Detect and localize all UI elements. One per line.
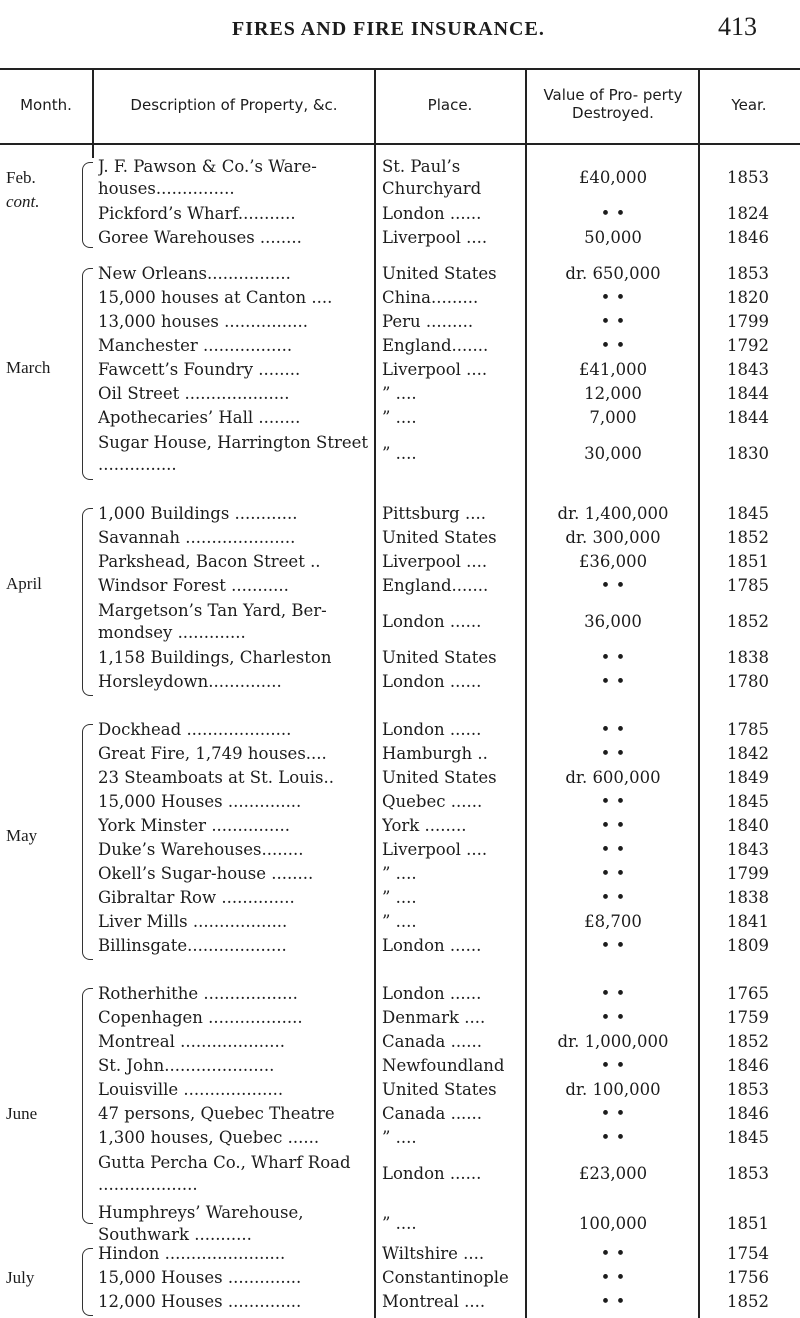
description-cell: New Orleans................ <box>98 264 291 283</box>
place-cell: England....... <box>382 576 489 595</box>
place-cell: United States <box>382 768 497 787</box>
description-cell: Billinsgate................... <box>98 936 287 955</box>
running-title: FIRES AND FIRE INSURANCE. <box>232 18 545 40</box>
value-cell: • • <box>600 1008 626 1027</box>
month-label: March <box>6 358 51 377</box>
description-cell: Hindon ....................... <box>98 1244 286 1263</box>
description-cell: Gutta Percha Co., Wharf Road ................... <box>98 1153 351 1194</box>
table-row <box>0 288 800 312</box>
place-cell: China......... <box>382 288 479 307</box>
table-row <box>0 984 800 1008</box>
table-row <box>0 1056 800 1080</box>
table-row <box>0 816 800 840</box>
description-cell: Great Fire, 1,749 houses.... <box>98 744 327 763</box>
value-cell: • • <box>600 984 626 1003</box>
year-cell: 1830 <box>727 444 769 463</box>
value-cell: • • <box>600 672 626 691</box>
year-cell: 1843 <box>727 360 769 379</box>
place-cell: United States <box>382 528 497 547</box>
place-cell: ” .... <box>382 864 417 883</box>
table-row <box>0 1080 800 1104</box>
place-cell: Pittsburg .... <box>382 504 486 523</box>
description-cell: Okell’s Sugar-house ........ <box>98 864 314 883</box>
place-cell: London ...... <box>382 936 482 955</box>
value-cell: • • <box>600 1104 626 1123</box>
description-cell: Goree Warehouses ........ <box>98 228 302 247</box>
year-cell: 1852 <box>727 1032 769 1051</box>
table-row <box>0 840 800 864</box>
description-cell: 15,000 Houses .............. <box>98 792 302 811</box>
table-row <box>0 432 800 480</box>
table-row <box>0 204 800 228</box>
value-cell: • • <box>600 204 626 223</box>
place-cell: England....... <box>382 336 489 355</box>
table-row <box>0 1128 800 1152</box>
table-row <box>0 264 800 288</box>
description-cell: Manchester ................. <box>98 336 293 355</box>
header-place: Place. <box>427 96 473 114</box>
value-cell: dr. 100,000 <box>565 1080 661 1099</box>
value-cell: • • <box>600 936 626 955</box>
table-row <box>0 888 800 912</box>
place-cell: Denmark .... <box>382 1008 486 1027</box>
year-cell: 1792 <box>727 336 769 355</box>
table-row <box>0 336 800 360</box>
value-cell: • • <box>600 744 626 763</box>
place-cell: London ...... <box>382 204 482 223</box>
page-header <box>0 10 800 50</box>
value-cell: • • <box>600 336 626 355</box>
year-cell: 1849 <box>727 768 769 787</box>
year-cell: 1851 <box>727 1214 769 1233</box>
value-cell: dr. 600,000 <box>565 768 661 787</box>
value-cell: • • <box>600 1056 626 1075</box>
month-label: June <box>6 1104 38 1123</box>
table-row <box>0 720 800 744</box>
value-cell: • • <box>600 1268 626 1287</box>
place-cell: ” .... <box>382 444 417 463</box>
description-cell: 15,000 houses at Canton .... <box>98 288 333 307</box>
table-row <box>0 600 800 648</box>
place-cell: Liverpool .... <box>382 360 488 379</box>
table-row <box>0 768 800 792</box>
value-cell: • • <box>600 288 626 307</box>
month-label: April <box>6 574 42 593</box>
value-cell: dr. 1,400,000 <box>557 504 669 523</box>
year-cell: 1799 <box>727 864 769 883</box>
description-cell: Liver Mills .................. <box>98 912 288 931</box>
place-cell: United States <box>382 1080 497 1099</box>
month-label: Feb. <box>6 168 36 187</box>
year-cell: 1852 <box>727 1292 769 1311</box>
value-cell: dr. 650,000 <box>565 264 661 283</box>
description-cell: Montreal .................... <box>98 1032 285 1051</box>
table-row <box>0 312 800 336</box>
description-cell: J. F. Pawson & Co.’s Ware- houses............... <box>98 157 317 198</box>
value-cell: 12,000 <box>584 384 642 403</box>
value-cell: • • <box>600 1244 626 1263</box>
page-number: 413 <box>718 12 757 41</box>
table-row <box>0 912 800 936</box>
year-cell: 1824 <box>727 204 769 223</box>
year-cell: 1838 <box>727 888 769 907</box>
value-cell: • • <box>600 1292 626 1311</box>
year-cell: 1841 <box>727 912 769 931</box>
year-cell: 1785 <box>727 720 769 739</box>
value-cell: • • <box>600 648 626 667</box>
table-row <box>0 1268 800 1292</box>
header-year: Year. <box>731 96 767 114</box>
place-cell: Hamburgh .. <box>382 744 488 763</box>
value-cell: • • <box>600 576 626 595</box>
table-row <box>0 1244 800 1268</box>
place-cell: Liverpool .... <box>382 228 488 247</box>
table-row <box>0 936 800 960</box>
year-cell: 1845 <box>727 1128 769 1147</box>
month-note: cont. <box>6 192 40 211</box>
value-cell: £36,000 <box>578 552 648 571</box>
year-cell: 1853 <box>727 168 769 187</box>
header-description: Description of Property, &c. <box>130 96 338 114</box>
table-row <box>0 1008 800 1032</box>
year-cell: 1780 <box>727 672 769 691</box>
table-row <box>0 1104 800 1128</box>
value-cell: • • <box>600 312 626 331</box>
description-cell: 1,300 houses, Quebec ...... <box>98 1128 320 1147</box>
description-cell: Rotherhithe .................. <box>98 984 298 1003</box>
value-cell: 36,000 <box>584 612 642 631</box>
description-cell: York Minster ............... <box>98 816 290 835</box>
place-cell: London ...... <box>382 984 482 1003</box>
table-row <box>0 156 800 204</box>
place-cell: Quebec ...... <box>382 792 483 811</box>
description-cell: 47 persons, Quebec Theatre <box>98 1104 335 1123</box>
description-cell: 1,158 Buildings, Charleston <box>98 648 332 667</box>
year-cell: 1851 <box>727 552 769 571</box>
place-cell: ” .... <box>382 1128 417 1147</box>
place-cell: Canada ...... <box>382 1104 483 1123</box>
description-cell: Margetson’s Tan Yard, Ber- mondsey ............. <box>98 601 327 642</box>
value-cell: 7,000 <box>589 408 637 427</box>
table-row <box>0 384 800 408</box>
description-cell: Apothecaries’ Hall ........ <box>98 408 301 427</box>
place-cell: Canada ...... <box>382 1032 483 1051</box>
year-cell: 1759 <box>727 1008 769 1027</box>
place-cell: Constantinople <box>382 1268 509 1287</box>
table-row <box>0 648 800 672</box>
place-cell: London ...... <box>382 612 482 631</box>
year-cell: 1799 <box>727 312 769 331</box>
table-row <box>0 408 800 432</box>
description-cell: 15,000 Houses .............. <box>98 1268 302 1287</box>
value-cell: • • <box>600 888 626 907</box>
year-cell: 1852 <box>727 528 769 547</box>
value-cell: dr. 300,000 <box>565 528 661 547</box>
header-value: Value of Pro- perty Destroyed. <box>543 86 683 122</box>
description-cell: Oil Street .................... <box>98 384 290 403</box>
table-row <box>0 504 800 528</box>
place-cell: Liverpool .... <box>382 552 488 571</box>
year-cell: 1756 <box>727 1268 769 1287</box>
place-cell: ” .... <box>382 1214 417 1233</box>
description-cell: Gibraltar Row .............. <box>98 888 295 907</box>
place-cell: Liverpool .... <box>382 840 488 859</box>
table-row <box>0 744 800 768</box>
table-row <box>0 360 800 384</box>
value-cell: 30,000 <box>584 444 642 463</box>
description-cell: 12,000 Houses .............. <box>98 1292 302 1311</box>
place-cell: Montreal .... <box>382 1292 486 1311</box>
year-cell: 1765 <box>727 984 769 1003</box>
place-cell: York ........ <box>382 816 467 835</box>
value-cell: • • <box>600 840 626 859</box>
value-cell: £41,000 <box>578 360 648 379</box>
place-cell: Peru ......... <box>382 312 474 331</box>
place-cell: United States <box>382 648 497 667</box>
column-divider <box>92 68 94 158</box>
description-cell: Parkshead, Bacon Street .. <box>98 552 321 571</box>
value-cell: 50,000 <box>584 228 642 247</box>
value-cell: • • <box>600 816 626 835</box>
year-cell: 1809 <box>727 936 769 955</box>
year-cell: 1845 <box>727 504 769 523</box>
description-cell: Fawcett’s Foundry ........ <box>98 360 301 379</box>
value-cell: • • <box>600 792 626 811</box>
year-cell: 1853 <box>727 1080 769 1099</box>
header-bottom-rule <box>0 143 800 145</box>
value-cell: • • <box>600 720 626 739</box>
year-cell: 1853 <box>727 264 769 283</box>
place-cell: London ...... <box>382 672 482 691</box>
year-cell: 1838 <box>727 648 769 667</box>
place-cell: ” .... <box>382 912 417 931</box>
table-row <box>0 1202 800 1250</box>
year-cell: 1843 <box>727 840 769 859</box>
table-row <box>0 864 800 888</box>
month-label: May <box>6 826 38 845</box>
year-cell: 1846 <box>727 1056 769 1075</box>
description-cell: Humphreys’ Warehouse, Southwark ........... <box>98 1203 304 1244</box>
value-cell: £40,000 <box>578 168 648 187</box>
year-cell: 1842 <box>727 744 769 763</box>
table-top-rule <box>0 68 800 70</box>
description-cell: Duke’s Warehouses........ <box>98 840 304 859</box>
place-cell: St. Paul’s Churchyard <box>382 157 482 198</box>
description-cell: Dockhead .................... <box>98 720 292 739</box>
value-cell: £8,700 <box>584 912 642 931</box>
month-label: July <box>6 1268 35 1287</box>
value-cell: • • <box>600 1128 626 1147</box>
description-cell: 13,000 houses ................ <box>98 312 309 331</box>
value-cell: • • <box>600 864 626 883</box>
table-row <box>0 1152 800 1200</box>
description-cell: Windsor Forest ........... <box>98 576 289 595</box>
year-cell: 1846 <box>727 228 769 247</box>
year-cell: 1840 <box>727 816 769 835</box>
description-cell: Horsleydown.............. <box>98 672 282 691</box>
place-cell: London ...... <box>382 1164 482 1183</box>
table-row <box>0 792 800 816</box>
year-cell: 1844 <box>727 384 769 403</box>
value-cell: £23,000 <box>578 1164 648 1183</box>
place-cell: ” .... <box>382 888 417 907</box>
place-cell: Newfoundland <box>382 1056 505 1075</box>
description-cell: Copenhagen .................. <box>98 1008 303 1027</box>
place-cell: ” .... <box>382 384 417 403</box>
table-row <box>0 1292 800 1316</box>
year-cell: 1844 <box>727 408 769 427</box>
year-cell: 1846 <box>727 1104 769 1123</box>
table-row <box>0 576 800 600</box>
table-row <box>0 1032 800 1056</box>
place-cell: ” .... <box>382 408 417 427</box>
table-row <box>0 528 800 552</box>
description-cell: Sugar House, Harrington Street ............... <box>98 433 369 474</box>
value-cell: dr. 1,000,000 <box>557 1032 669 1051</box>
description-cell: 23 Steamboats at St. Louis.. <box>98 768 334 787</box>
description-cell: Savannah ..................... <box>98 528 296 547</box>
table-row <box>0 228 800 252</box>
description-cell: 1,000 Buildings ............ <box>98 504 298 523</box>
place-cell: London ...... <box>382 720 482 739</box>
table-row <box>0 552 800 576</box>
year-cell: 1820 <box>727 288 769 307</box>
description-cell: Louisville ................... <box>98 1080 284 1099</box>
year-cell: 1853 <box>727 1164 769 1183</box>
place-cell: United States <box>382 264 497 283</box>
place-cell: Wiltshire .... <box>382 1244 485 1263</box>
description-cell: Pickford’s Wharf........... <box>98 204 296 223</box>
table-row <box>0 672 800 696</box>
value-cell: 100,000 <box>578 1214 648 1233</box>
year-cell: 1845 <box>727 792 769 811</box>
year-cell: 1785 <box>727 576 769 595</box>
year-cell: 1852 <box>727 612 769 631</box>
description-cell: St. John..................... <box>98 1056 275 1075</box>
year-cell: 1754 <box>727 1244 769 1263</box>
header-month: Month. <box>20 96 72 114</box>
